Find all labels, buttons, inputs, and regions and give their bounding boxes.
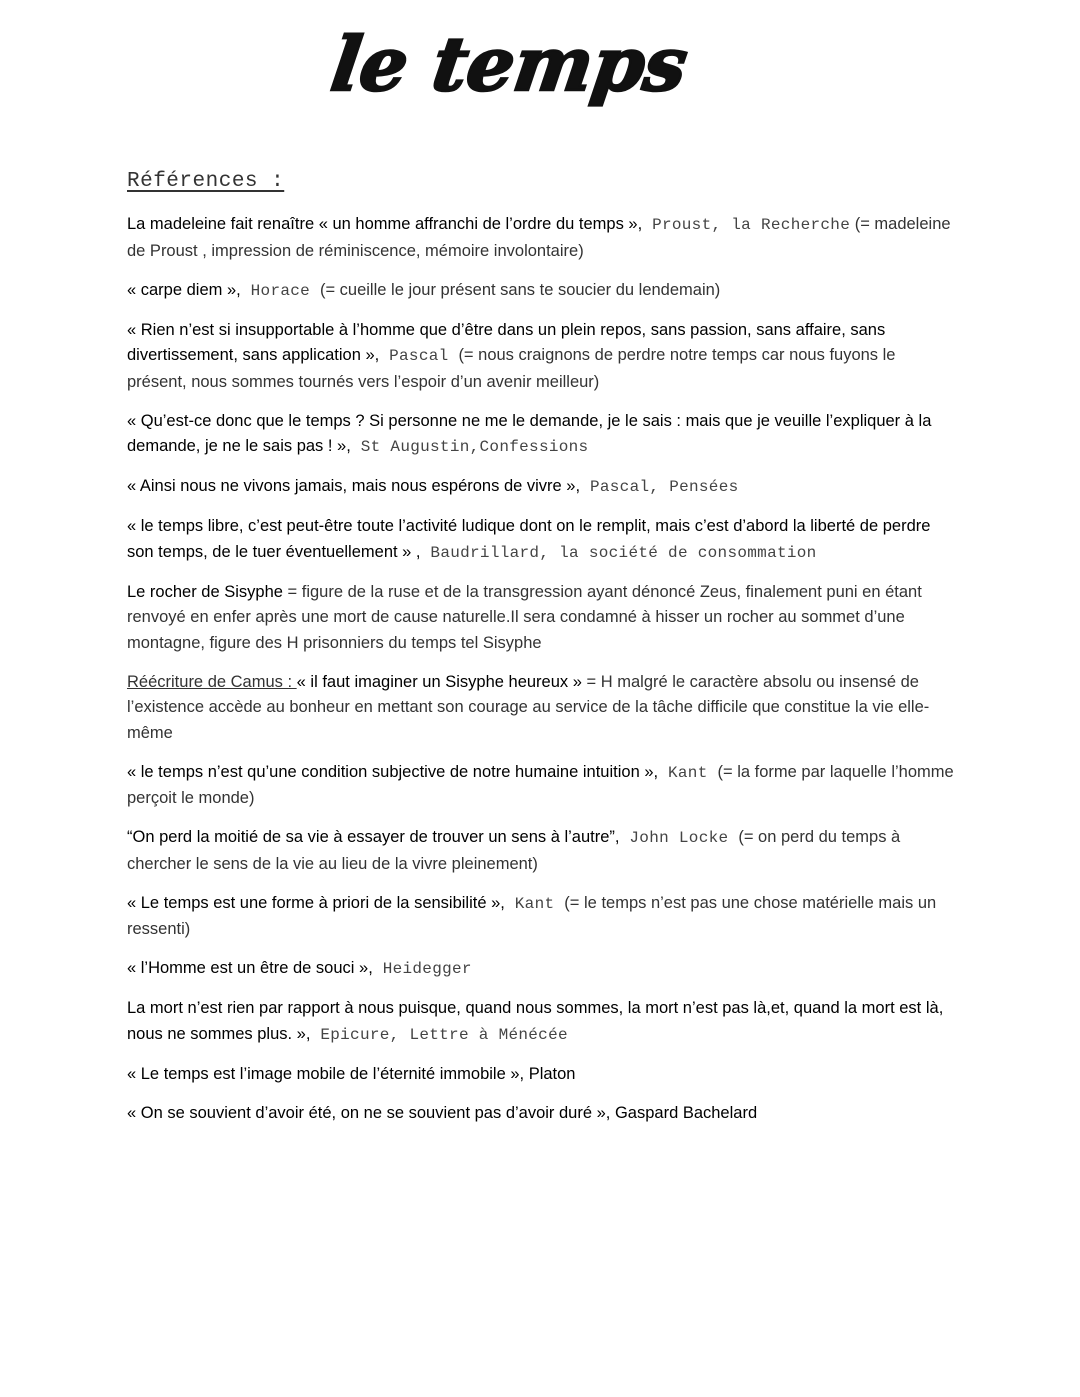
quote-text: « le temps n’est qu’une condition subjective de notre humaine intuition », [127,762,659,781]
reference-entry-bachelard [127,1101,957,1127]
quote-text: « le temps libre, c’est peut-être toute l’activité ludique dont on le remplit, mais c’est d’abord la liberté de perdre son temps, de le tuer éventuellement » , [127,517,931,561]
explanation-text: (= on perd du temps à chercher le sens de la vie au lieu de la vivre pleinement) [127,828,901,873]
reference-entry-proust [127,212,957,264]
explanation-text: = figure de la ruse et de la transgression ayant dénoncé Zeus, finalement puni en étant renvoyé en enfer après une mort de cause naturelle.Il sera condamné à hisser un rocher au sommet d’une montagne, figure des H prisonniers du temps tel Sisyphe [127,582,922,652]
explanation-text: (= cueille le jour présent sans te soucier du lendemain) [319,280,721,299]
explanation-text: = H malgré le caractère absolu ou insensé de l’existence accède au bonheur en mettant son courage au service de la tâche difficile que constitue la vie elle-même [127,672,930,742]
reference-entry-baudrillard [127,514,957,566]
explanation-text: (= le temps n’est pas une chose matérielle mais un ressenti) [127,893,937,938]
reference-entry-platon [127,1062,957,1088]
source-text: Kant [658,763,718,782]
source-text: Epicure, Lettre à Ménécée [310,1025,568,1044]
reference-entry-kant-intuition [127,760,957,812]
explanation-text: (= madeleine de Proust , impression de réminiscence, mémoire involontaire) [127,215,951,260]
reference-entry-pascal-pensees [127,474,957,501]
quote-text: « On se souvient d’avoir été, on ne se souvient pas d’avoir duré », Gaspard Bachelard [127,1103,758,1122]
quote-text: « il faut imaginer un Sisyphe heureux » [296,672,582,691]
source-text: Proust, la Recherche [642,216,851,234]
source-text: Horace [240,281,320,300]
quote-text: « Le temps est une forme à priori de la sensibilité », [127,893,505,912]
section-heading: Références : [127,170,285,193]
reference-entry-kant-sensibilite [127,891,957,943]
quote-text: « Rien n’est si insupportable à l’homme que d’être dans un plein repos, sans passion, sans affaire, sans divertissement, sans application », [127,320,886,364]
reference-entry-locke [127,825,957,877]
prefix-text: Réécriture de Camus : [127,672,297,691]
handwritten-title-graphic [326,18,693,128]
source-text: Kant [504,894,565,913]
intro-text: Le rocher de Sisyphe [127,582,283,601]
source-text: John Locke [619,829,739,847]
reference-entry-sisyphe [127,580,957,657]
source-text: Pascal [379,347,459,365]
quote-text: « l’Homme est un être de souci », [127,959,373,977]
source-text: St Augustin,Confessions [350,438,589,456]
reference-entry-pascal-repos [127,318,957,396]
source-text: Heidegger [372,960,472,978]
source-text: Pascal, Pensées [580,478,739,496]
explanation-text: (= nous craignons de perdre notre temps car nous fuyons le présent, nous sommes tournés vers l’espoir d’un avenir meilleur) [127,346,896,391]
explanation-text: (= la forme par laquelle l’homme perçoit le monde) [127,762,954,807]
page-title [326,18,693,128]
references-list [127,212,957,1140]
source-text: Baudrillard, la société de consommation [420,543,817,562]
quote-text: “On perd la moitié de sa vie à essayer de trouver un sens à l’autre”, [127,828,620,846]
quote-text: « Ainsi nous ne vivons jamais, mais nous espérons de vivre », [127,477,581,495]
quote-text: « Qu’est-ce donc que le temps ? Si personne ne me le demande, je le sais : mais que je veuille l’expliquer à la demande, je ne le sais pas ! », [127,411,932,455]
reference-entry-horace [127,278,957,305]
reference-entry-heidegger [127,956,957,983]
quote-text: La madeleine fait renaître « un homme affranchi de l’ordre du temps », [127,215,643,233]
reference-entry-camus [127,670,957,747]
title-text: le temps [326,20,693,108]
quote-text: La mort n’est rien par rapport à nous puisque, quand nous sommes, la mort n’est pas là,et, quand la mort est là, nous ne sommes plus. », [127,999,944,1043]
reference-entry-epicure [127,996,957,1048]
quote-text: « carpe diem », [127,280,241,299]
quote-text: « Le temps est l’image mobile de l’éternité immobile », Platon [127,1064,576,1083]
reference-entry-augustin [127,409,957,461]
